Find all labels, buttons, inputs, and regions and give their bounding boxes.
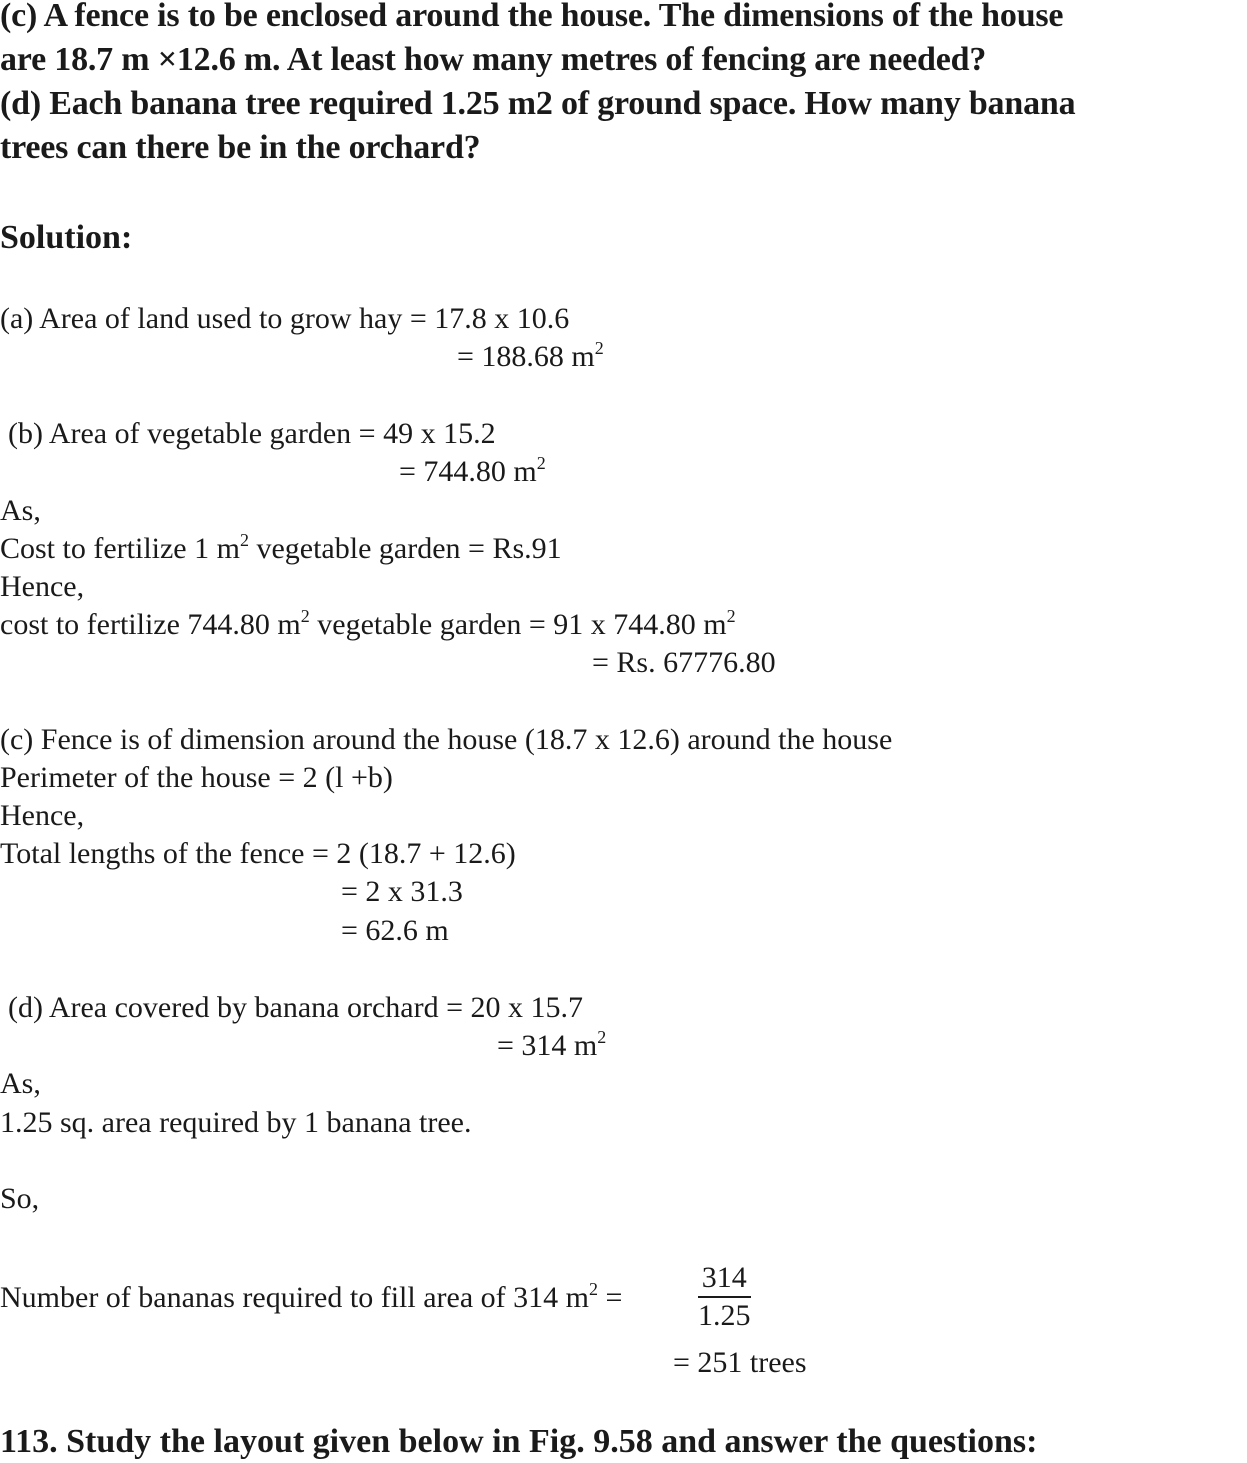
part-d-result: = 251 trees <box>673 1346 807 1379</box>
part-b-result-cost: = Rs. 67776.80 <box>592 646 776 679</box>
part-c-line-1: (c) Fence is of dimension around the house (18.7 x 12.6) around the house <box>0 723 893 756</box>
part-b-total-line: cost to fertilize 744.80 $m^2$ vegetable garden = 91 x 744.80 $m^2$ <box>0 606 736 641</box>
part-d-area-result: = 314 $m^2$ <box>497 1027 607 1062</box>
fraction-314-over-1-25 <box>694 1260 755 1334</box>
part-d-as: As, <box>0 1067 41 1100</box>
part-c-hence: Hence, <box>0 799 85 832</box>
part-b-result: = 744.80 $m^2$ <box>399 453 546 488</box>
part-c-step-2: = 2 x 31.3 <box>341 875 463 908</box>
part-c-result: = 62.6 m <box>341 914 449 947</box>
part-d-number-line: Number of bananas required to fill area of 314 $m^2$ = <box>0 1279 623 1314</box>
question-line-4: trees can there be in the orchard? <box>0 129 481 166</box>
fraction-denominator: 1.25 <box>698 1299 751 1332</box>
solution-heading: Solution: <box>0 219 133 256</box>
part-d-so: So, <box>0 1182 40 1215</box>
part-b-hence: Hence, <box>0 570 85 603</box>
part-b-cost-line: Cost to fertilize 1 $m^2$ vegetable garden = Rs.91 <box>0 530 562 565</box>
part-d-line-1: (d) Area covered by banana orchard = 20 x 15.7 <box>8 991 584 1024</box>
question-line-3: (d) Each banana tree required 1.25 m2 of ground space. How many banana <box>0 85 1076 122</box>
part-c-total: Total lengths of the fence = 2 (18.7 + 12.6) <box>0 837 516 870</box>
part-a-result: = 188.68 $m^2$ <box>457 338 604 373</box>
fraction-numerator: 314 <box>698 1260 751 1298</box>
part-d-requirement: 1.25 sq. area required by 1 banana tree. <box>0 1106 472 1139</box>
part-b-as: As, <box>0 494 41 527</box>
question-line-1: (c) A fence is to be enclosed around the house. The dimensions of the house <box>0 0 1064 34</box>
part-b-line-1: (b) Area of vegetable garden = 49 x 15.2 <box>8 417 496 450</box>
part-a-line-1: (a) Area of land used to grow hay = 17.8 x 10.6 <box>0 302 570 335</box>
question-line-2: are 18.7 m ×12.6 m. At least how many metres of fencing are needed? <box>0 41 987 78</box>
next-question-heading: 113. Study the layout given below in Fig. 9.58 and answer the questions: <box>0 1423 1038 1460</box>
part-c-perimeter: Perimeter of the house = 2 (l +b) <box>0 761 393 794</box>
